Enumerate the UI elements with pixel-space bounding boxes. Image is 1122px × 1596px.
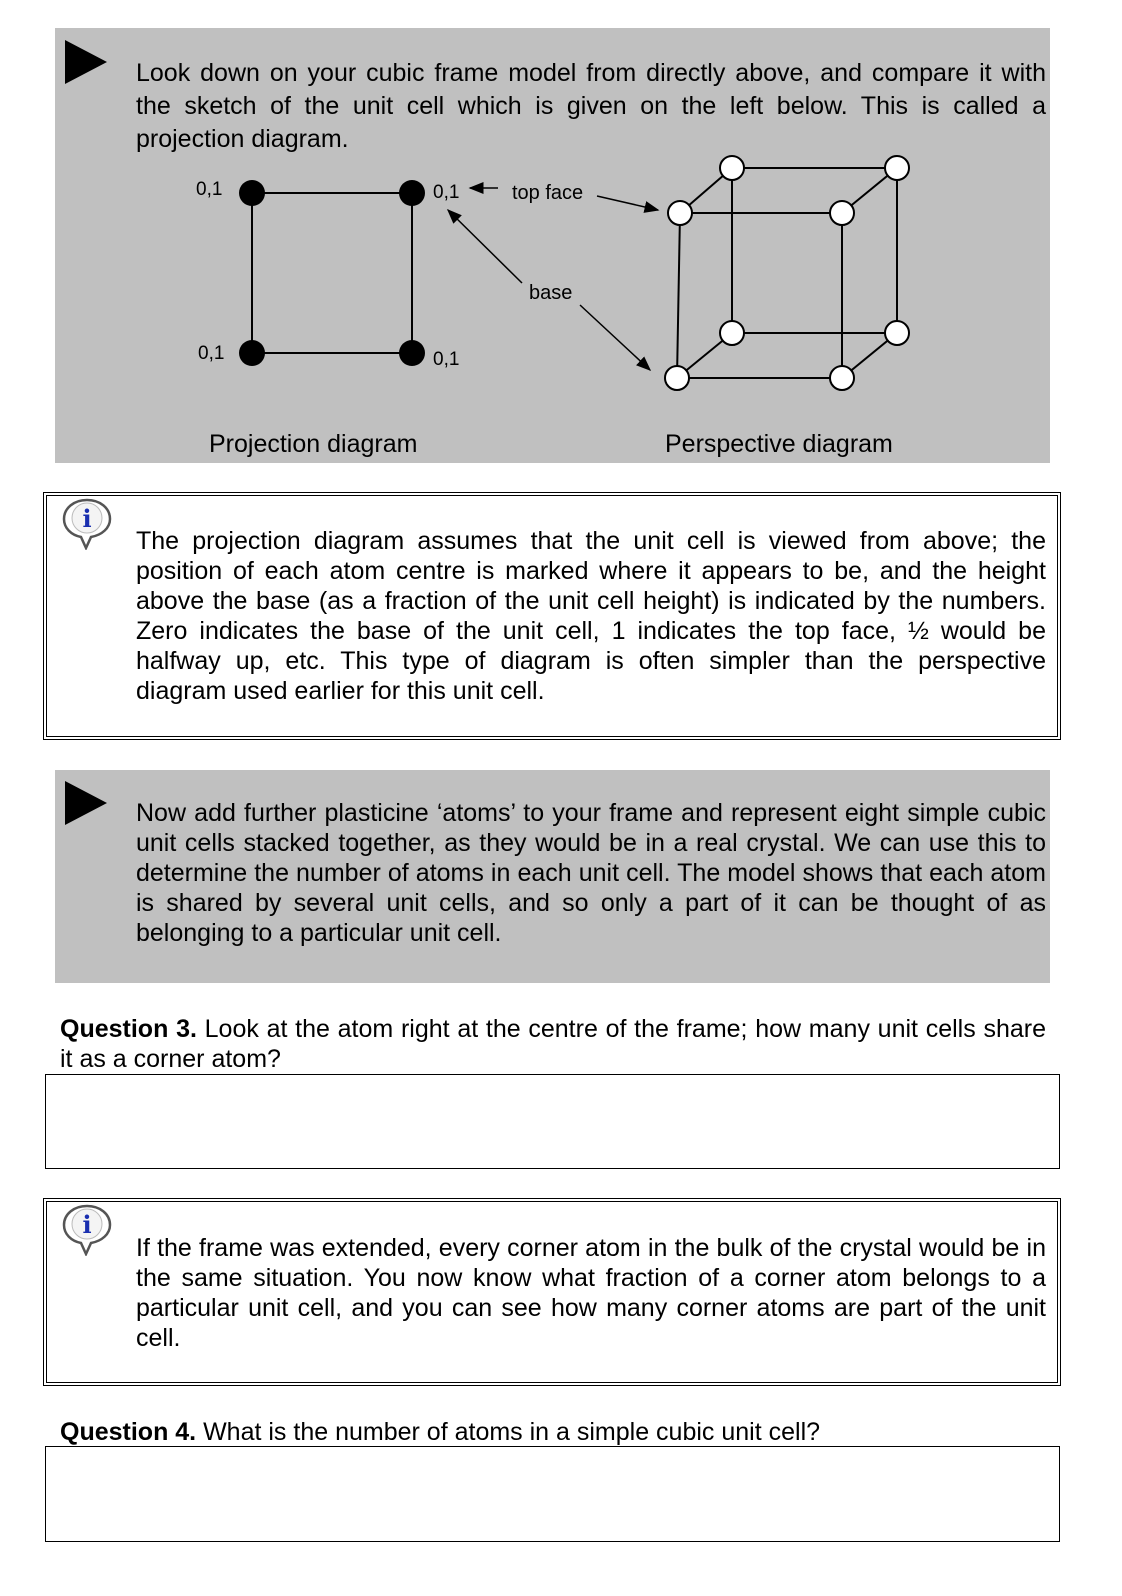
perspective-diagram: [665, 156, 909, 390]
atom-circle: [885, 321, 909, 345]
svg-text:i: i: [82, 504, 92, 533]
info-icon: [60, 1202, 114, 1256]
instruction-text-2: Now add further plasticine ‘atoms’ to your frame and represent eight simple cubic unit cells stacked together, as they would be in a real crystal. We can use this to determine the number of atoms in each unit cell. The model shows that each atom is shared by several unit cells, and so only a part of it can be thought of as belonging to a particular unit cell.: [136, 799, 1046, 947]
atom-circle: [830, 366, 854, 390]
answer-box-question-3[interactable]: [45, 1074, 1060, 1169]
atom-circle: [830, 201, 854, 225]
play-arrow-icon: [65, 781, 107, 825]
top-face-pointer-to-perspective: [597, 196, 658, 210]
atom-circle: [720, 321, 744, 345]
atom-circle: [665, 366, 689, 390]
question-4-label: Question 4.: [60, 1418, 197, 1446]
question-3-label: Question 3.: [60, 1015, 197, 1043]
base-pointer-to-projection: [448, 210, 522, 283]
question-4: [60, 1417, 1070, 1447]
atom-dot: [239, 340, 265, 366]
answer-box-question-4[interactable]: [45, 1446, 1060, 1542]
height-label: 0,1: [198, 343, 225, 364]
info-text-2: If the frame was extended, every corner atom in the bulk of the crystal would be in the same situation. You now know what fraction of a corner atom belongs to a particular unit cell, and you can see how many corner atoms are part of the unit cell.: [136, 1234, 1046, 1352]
atom-dot: [399, 340, 425, 366]
question-3-text: Look at the atom right at the centre of the frame; how many unit cells share it as a corner atom?: [60, 1015, 1046, 1073]
top-face-label: top face: [512, 182, 584, 204]
atom-dot: [399, 180, 425, 206]
info-text-1: The projection diagram assumes that the unit cell is viewed from above; the position of each atom centre is marked where it appears to be, and the height above the base (as a fraction of the unit cell height) is indicated by the numbers. Zero indicates the base of the unit cell, 1 indicates the top face, ½ would be halfway up, etc. This type of diagram is often simpler than the perspective diagram used earlier for this unit cell.: [136, 527, 1046, 705]
question-4-text: What is the number of atoms in a simple cubic unit cell?: [196, 1418, 821, 1446]
atom-circle: [720, 156, 744, 180]
perspective-caption: Perspective diagram: [665, 430, 893, 458]
svg-text:i: i: [82, 1210, 92, 1239]
question-3: [60, 1014, 1046, 1074]
base-label: base: [529, 282, 573, 304]
atom-circle: [668, 201, 692, 225]
projection-caption: Projection diagram: [209, 430, 418, 458]
projection-square: [252, 193, 412, 353]
unit-cell-diagram: [0, 0, 1122, 470]
height-label: 0,1: [433, 349, 460, 370]
height-label: 0,1: [196, 179, 223, 200]
instruction-text-1: Look down on your cubic frame model from directly above, and compare it with the sketch of the unit cell which is given on the left below. This is called a projection diagram.: [136, 59, 1046, 153]
info-icon: [60, 496, 114, 550]
atom-circle: [885, 156, 909, 180]
callouts: [448, 182, 658, 370]
base-pointer-to-perspective: [580, 305, 650, 370]
height-label: 0,1: [433, 182, 460, 203]
atom-dot: [239, 180, 265, 206]
projection-diagram: [196, 179, 459, 370]
